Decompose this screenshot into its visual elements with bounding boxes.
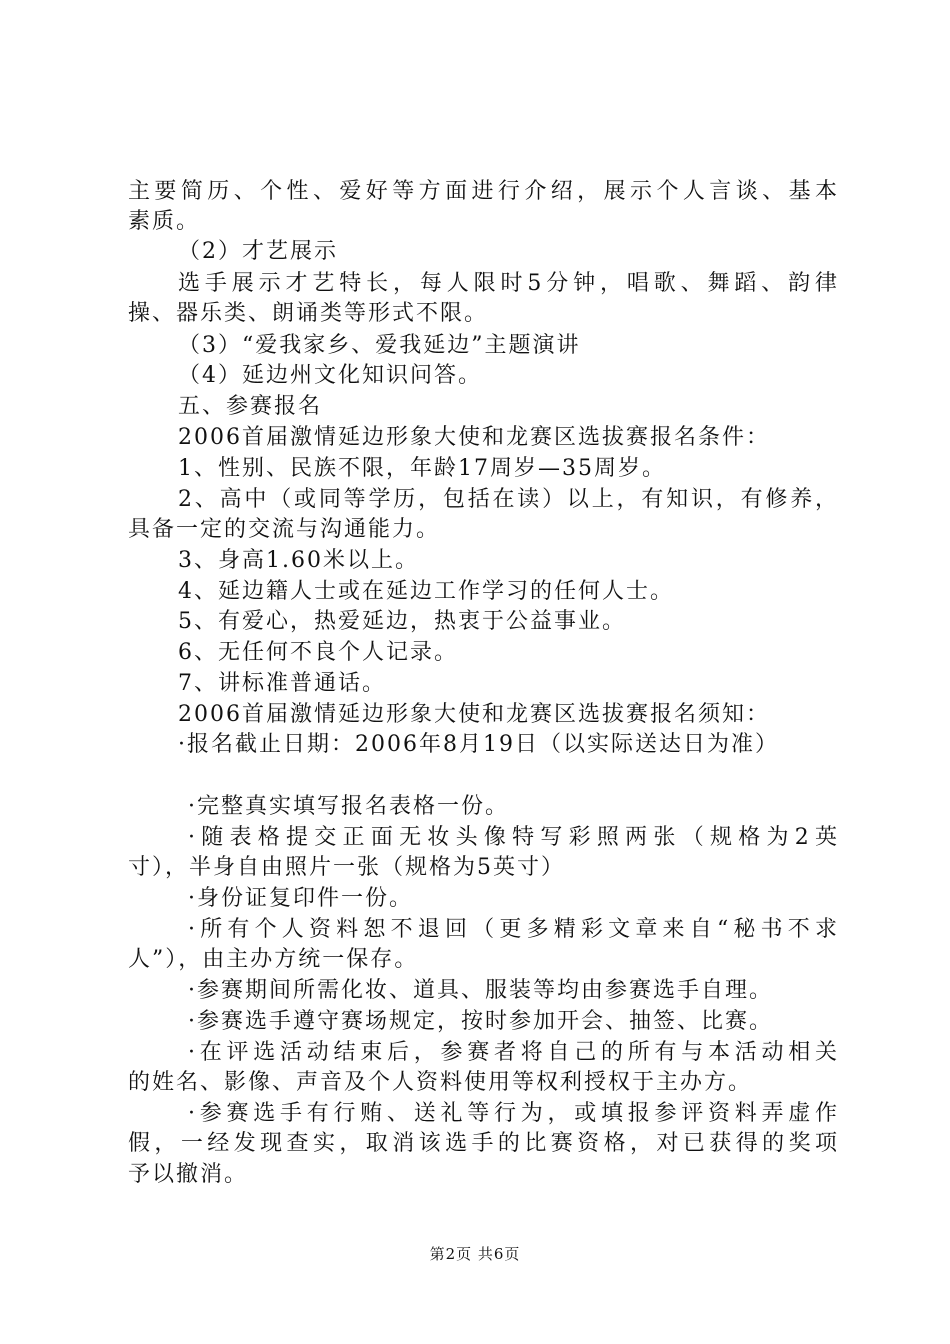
text-line: 4、延边籍人士或在延边工作学习的任何人士。 [178,579,674,604]
bullet-line [188,823,838,853]
text-line-content: 选手展示才艺特长，每人限时5分钟，唱歌、舞蹈、韵律 [178,271,838,296]
text-line-content: ·所有个人资料恕不退回（更多精彩文章来自“秘书不求 [188,917,838,942]
bullet-line: ·报名截止日期：2006年8月19日（以实际送达日为准） [178,732,779,757]
text-line-content: 假，一经发现查实，取消该选手的比赛资格，对已获得的奖项 [128,1131,838,1156]
text-line-content: 2、高中（或同等学历，包括在读）以上，有知识，有修养， [178,487,838,512]
text-line: 具备一定的交流与沟通能力。 [128,517,441,542]
section-heading: 五、参赛报名 [178,394,323,419]
text-line: 2006首届激情延边形象大使和龙赛区选拔赛报名条件： [178,425,770,450]
text-line-content: 主要简历、个性、爱好等方面进行介绍，展示个人言谈、基本 [128,179,838,204]
text-line-content: ·在评选活动结束后，参赛者将自己的所有与本活动相关 [188,1040,838,1065]
text-line: 予以撤消。 [128,1162,249,1187]
text-line: 6、无任何不良个人记录。 [178,640,458,665]
bullet-line: ·参赛期间所需化妆、道具、服装等均由参赛选手自理。 [188,978,773,1003]
text-line: 的姓名、影像、声音及个人资料使用等权利授权于主办方。 [128,1070,753,1095]
text-line: 2006首届激情延边形象大使和龙赛区选拔赛报名须知： [178,702,770,727]
text-line: 人”），由主办方统一保存。 [128,947,419,972]
bullet-line: ·完整真实填写报名表格一份。 [188,794,509,819]
text-line [178,485,838,515]
text-line: 5、有爱心，热爱延边，热衷于公益事业。 [178,609,626,634]
text-line: （3）“爱我家乡、爱我延边”主题演讲 [178,333,581,358]
text-line: 7、讲标准普通话。 [178,671,386,696]
bullet-line [188,1099,838,1129]
bullet-line: ·身份证复印件一份。 [188,886,413,911]
text-line: 素质。 [128,209,201,234]
text-line: 1、性别、民族不限，年龄17周岁—35周岁。 [178,456,666,481]
text-line [128,1129,838,1159]
text-line-content: ·参赛选手有行贿、送礼等行为，或填报参评资料弄虚作 [188,1101,838,1126]
text-line [128,177,838,207]
text-line: （2）才艺展示 [178,239,338,264]
text-line: 3、身高1.60米以上。 [178,548,419,573]
bullet-line: ·参赛选手遵守赛场规定，按时参加开会、抽签、比赛。 [188,1009,773,1034]
text-line: （4）延边州文化知识问答。 [178,363,482,388]
text-line [178,269,838,299]
text-line: 操、器乐类、朗诵类等形式不限。 [128,301,489,326]
bullet-line [188,915,838,945]
text-line-content: ·随表格提交正面无妆头像特写彩照两张（规格为2英 [188,825,838,850]
text-line: 寸），半身自由照片一张（规格为5英寸） [128,855,565,880]
bullet-line [188,1038,838,1068]
page-number-footer: 第2页 共6页 [429,1245,521,1263]
